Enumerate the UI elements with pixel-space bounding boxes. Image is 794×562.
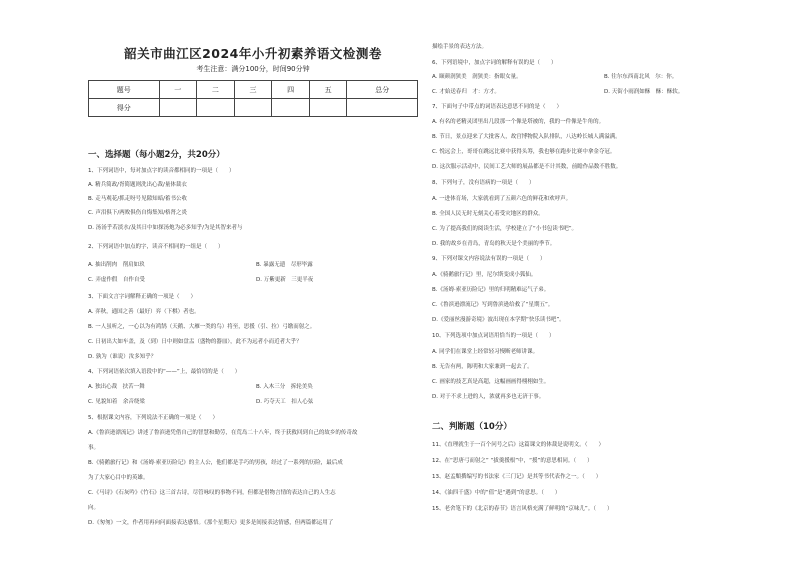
question-stem: 3、下面文言字词解释正确的一项是（ ） [88,294,197,300]
score-cell: 二 [197,81,235,99]
option-line: A. 有名的老精灵团里出几段那一个像是塔被的，我的一件像是牛角的。 [432,119,605,125]
option-line: B. 往尔东西南北风 尔：你。 [604,74,678,80]
score-cell: 五 [309,81,347,99]
option-line: D.《爱丽丝漫游奇境》波出现在本学期“快乐读书吧”。 [432,317,565,323]
option-line: C. 见貌知着 余音绕梁 [88,399,145,405]
option-line: C. 画家的技艺真是高超，这幅画画得栩栩如生。 [432,379,550,385]
option-line: D. 我的故乡在青岛，青岛的秋天是个美丽的季节。 [432,241,556,247]
option-line: A. 一进体育场，大家就看到了五颜六色的鲜花和欢呼声。 [432,196,572,202]
judgement-item: 12、在“思唐弓而射之” “拔羹援根”中，“援”的意思相同。（ ） [432,458,593,464]
option-line: A. 同学们在课堂上经常轻习慢断老师讲课。 [432,349,539,355]
option-line: B. 入木三分 拆轮美奂 [256,384,313,390]
option-line: C.《马诗》《石灰吟》《竹石》这三首古诗，尽管咏叹的事物不同，但都是借物言情的表达自己的人生志 [88,490,336,496]
question-stem: 8、下列句子，没有语病的一项是（ ） [432,180,535,186]
judgement-item: 14、《油四千盛》中的“值”是“遇到”的意思。（ ） [432,490,561,496]
question-stem: 9、下列对课文内容说法有误的一项是（ ） [432,256,546,262]
score-cell: 四 [272,81,310,99]
option-line: B. 全国人民无时无刻关心着受灾地区的群众。 [432,211,544,217]
option-line: A. 精兵简政/胥简题则洗出心裁/量体裁衣 [88,182,187,188]
question-stem: 7、下面句子中带点的词语表达意思不同的是（ ） [432,104,563,110]
option-line: B. 节日，景点迎来了大批客人，故宫博物院入队排队，八达岭长城人满溢满。 [432,134,621,140]
score-table [88,80,418,117]
option-line: D.《匆匆》一文，作者用再向问面接表达感悟。《那个星期天》更多是间接表达情感，但两篇都运用了 [88,520,334,526]
option-line: 为了大家心目中的英雄。 [88,475,149,481]
question-stem: 2、下列词语中加点的字，读音不相同的一组是（ ） [88,244,224,250]
option-line: D. 这次服示活动中，民间工艺大师的展品都是不计其数，前瞻作品数不胜数。 [432,164,622,170]
score-cell: 得分 [89,99,160,117]
option-line: B. 走马观花/抓走呀号见隙知暗/蓄书公收 [88,196,187,202]
exam-notice: 考生注意：满分100分，时间90分钟 [196,65,310,73]
judgement-item: 11、《直理就生于一百个问号之后》这篇课文的体裁是说明文。（ ） [432,442,605,448]
section-heading: 一、选择题（每小题2分，共20分） [88,150,225,160]
score-table-score-row [89,99,418,117]
option-line: B.《骑鹅旅行记》和《汤姆·索亚历险记》的主人公，他们都是手巧的男孩，经过了一系列的历险，最后成 [88,460,343,466]
section-heading: 二、判断题（10分） [432,422,512,432]
option-line: C. 才始送春归 才：方才。 [432,89,500,95]
score-input-cell [309,99,347,117]
judgement-item: 13、赵孟頫撰编写的书法家《三门记》是其等书代表作之一。（ ） [432,474,602,480]
option-line: C.《鲁滨逊漂流记》写到鲁滨逊给救了“星期五”。 [432,302,554,308]
option-line: 向。 [88,505,100,511]
option-line: A. 颐颜润狭美 润狭美：指眼女量。 [432,74,522,80]
continued-text: 描绘手景的表达方法。 [432,44,488,50]
option-line: C. 弄虚作假 自作自受 [88,277,145,283]
question-stem: 5、根据课文内容，下列说法不正确的一项是（ ） [88,415,219,421]
score-cell: 总分 [347,81,418,99]
option-line: 事。 [88,445,100,451]
option-line: B. 暴露无遗 尽形毕露 [256,262,313,268]
option-line: B. 一人虽听之，一心以为有鸿鹄（天鹅、大雁一类的鸟）将至，思援（引、拉）弓缴而射之。 [88,324,316,330]
option-line: C. 悦远会上，哥哥在跳远比赛中获得头筹，我也够在跑步比赛中拿金夺冠。 [432,149,616,155]
score-input-cell [272,99,310,117]
score-input-cell [159,99,197,117]
score-input-cell [347,99,418,117]
question-stem: 10、下列选项中加点词语用恰当的一项是（ ） [432,333,555,339]
option-line: A. 抽出削肉 削肩如玖 [88,262,145,268]
option-line: C. 为了提高我们的阅读生活，学校建立了“小书包读书吧”。 [432,226,578,232]
option-line: D. 巧夺天工 扣人心弦 [256,399,314,405]
judgement-item: 15、老舍笔下的《北京的春节》语言风格充满了鲜明的“京味儿”。（ ） [432,506,613,512]
score-cell: 一 [159,81,197,99]
option-line: D. 对于不求上进的人，浓就再多也无济于事。 [432,394,545,400]
option-line: D. 天街小雨润如酥 酥：酥软。 [604,89,684,95]
option-line: B. 无告有两，陈明和大家兼到一起去了。 [432,364,533,370]
option-line: D. 万紫更新 三更半夜 [256,277,314,283]
option-line: D. 汤汤乎若淡水/及其日中如探汤炮为必多知乎/为是其智来者与 [88,225,243,231]
option-line: C. 声泪俱下/两败俱伤自悔集知/格肾之炎 [88,210,188,216]
score-input-cell [234,99,272,117]
question-stem: 6、下列语境中，加点字词的解释有误的是（ ） [432,60,557,66]
score-cell: 题号 [89,81,160,99]
option-line: B.《汤姆·索亚历险记》里的归明精难运气子弟。 [432,287,550,293]
page-title: 韶关市曲江区2024年小升初素养语文检测卷 [124,46,382,61]
score-cell: 三 [234,81,272,99]
option-line: A. 独出心裁 扶苦一舞 [88,384,145,390]
option-line: A. 弈秋，通国之善（最好）弈（下棋）者也。 [88,309,200,315]
question-stem: 1、下列词语中，每对加点字的读音都相同的一项是（ ） [88,168,235,174]
option-line: D. 孰为（谁说）汝多知乎？ [88,354,157,360]
score-input-cell [197,99,235,117]
option-line: A.《骑鹅旅行记》里，尼尔斯变成小狐仙。 [432,272,537,278]
score-table-header-row [89,81,418,99]
question-stem: 4、下列词语依次填入语段中的“——”上，最恰切的是（ ） [88,369,241,375]
option-line: C. 日初出大如车盖，及（到）日中则如盘盂（盛物的器皿），此不为远者小而近者大乎？ [88,339,302,345]
option-line: A.《鲁滨逊漂流记》讲述了鲁滨逊凭借自己的智慧和勤劳，在荒岛二十八年，终于获救回到自己的故乡的传奇故 [88,430,358,436]
